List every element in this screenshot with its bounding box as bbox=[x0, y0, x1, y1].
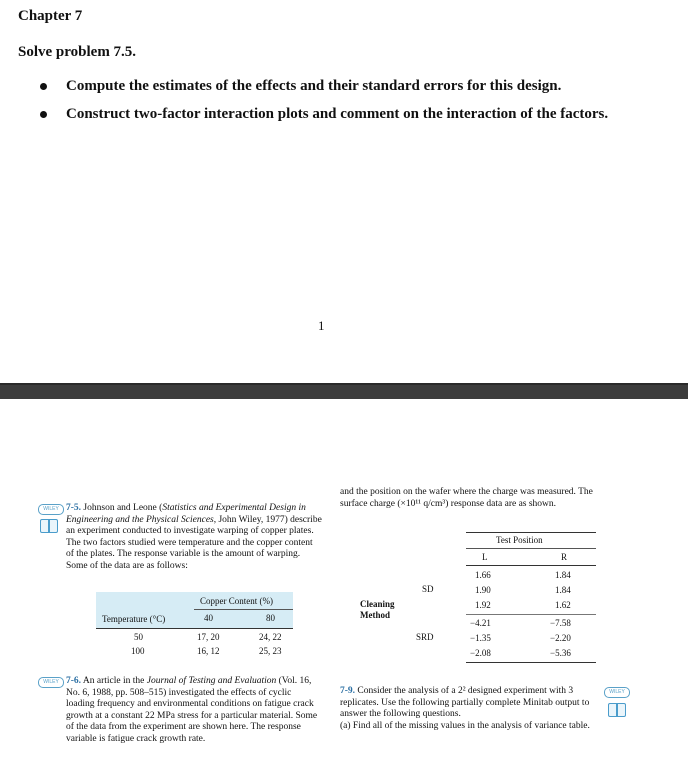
wiley-badge-icon: WILEY bbox=[604, 687, 630, 698]
surface-charge-intro: and the position on the wafer where the charge was measured. The surface charge (×10¹¹ q/cm³) response data are as shown. bbox=[340, 487, 593, 509]
cell-100-80: 25, 23 bbox=[259, 646, 282, 656]
temp-50: 50 bbox=[134, 632, 143, 642]
srd-L-1: −4.21 bbox=[470, 618, 491, 628]
divider bbox=[96, 628, 293, 629]
divider bbox=[466, 565, 596, 566]
task-item: Compute the estimates of the effects and their standard errors for this design. bbox=[40, 72, 640, 100]
sd-R-2: 1.84 bbox=[555, 585, 571, 595]
sd-R-3: 1.62 bbox=[555, 600, 571, 610]
divider bbox=[466, 532, 596, 533]
solve-instruction: Solve problem 7.5. bbox=[18, 44, 137, 60]
cleaning-method-label: Cleaning Method bbox=[360, 599, 395, 620]
cell-100-40: 16, 12 bbox=[197, 646, 220, 656]
problem-7-9-text: 7-9. Consider the analysis of a 2² designed experiment with 3 replicates. Use the following partially complete Minitab output to answer the following questions. (a) Find all of the missing values in the analysis of variance table. bbox=[340, 686, 602, 732]
sd-L-2: 1.90 bbox=[475, 585, 491, 595]
cell-50-40: 17, 20 bbox=[197, 632, 220, 642]
srd-R-1: −7.58 bbox=[550, 618, 571, 628]
srd-R-3: −5.36 bbox=[550, 648, 571, 658]
divider bbox=[466, 548, 596, 549]
cell-50-80: 24, 22 bbox=[259, 632, 282, 642]
book-icon bbox=[40, 519, 58, 533]
book-icon bbox=[608, 703, 626, 717]
problem-7-6-text: 7-6. An article in the Journal of Testing and Evaluation (Vol. 16, No. 6, 1988, pp. 508–515) investigated the effects of cyclic loading frequency and environmental conditions on fatigue crack growth at a constant 22 MPa stress for a particular material. Some of the data from the experiment are shown here. The response variable is fatigue crack growth rate. bbox=[66, 676, 318, 744]
page-number: 1 bbox=[318, 318, 325, 333]
srd-L-3: −2.08 bbox=[470, 648, 491, 658]
col-L: L bbox=[482, 552, 488, 562]
temp-100: 100 bbox=[131, 646, 145, 656]
divider bbox=[466, 662, 596, 663]
copper-content-header: Copper Content (%) bbox=[200, 596, 273, 606]
wiley-badge-icon: WILEY bbox=[38, 504, 64, 515]
divider bbox=[194, 609, 293, 610]
srd-R-2: −2.20 bbox=[550, 633, 571, 643]
wiley-badge-icon: WILEY bbox=[38, 677, 64, 688]
divider bbox=[466, 614, 596, 615]
srd-L-2: −1.35 bbox=[470, 633, 491, 643]
sd-L-1: 1.66 bbox=[475, 570, 491, 580]
bullet-icon bbox=[40, 83, 47, 90]
chapter-heading: Chapter 7 bbox=[18, 8, 83, 24]
problem-7-5-text: 7-5. Johnson and Leone (Statistics and Experimental Design in Engineering and the Physical Sciences, John Wiley, 1977) describe an experiment conducted to investigate warping of copper plates. The two factors studied were temperature and the copper content of the plates. The response variable is the amount of warping. Some of the data are as follows: bbox=[66, 503, 322, 571]
col-R: R bbox=[561, 552, 568, 562]
copper-level-40: 40 bbox=[204, 613, 213, 623]
sd-R-1: 1.84 bbox=[555, 570, 571, 580]
copper-level-80: 80 bbox=[266, 613, 275, 623]
test-position-header: Test Position bbox=[496, 535, 543, 545]
sd-L-3: 1.92 bbox=[475, 600, 491, 610]
task-item: Construct two-factor interaction plots and comment on the interaction of the factors. bbox=[40, 100, 640, 128]
temperature-header: Temperature (°C) bbox=[102, 614, 166, 624]
group-sd-label: SD bbox=[422, 584, 434, 594]
page-one bbox=[0, 0, 688, 383]
group-srd-label: SRD bbox=[416, 632, 434, 642]
page-divider bbox=[0, 383, 688, 399]
bullet-icon bbox=[40, 111, 47, 118]
task-list bbox=[40, 72, 640, 128]
page-two bbox=[0, 399, 688, 770]
problem-7-9-item-a: (a) Find all of the missing values in the analysis of variance table. bbox=[340, 720, 590, 731]
